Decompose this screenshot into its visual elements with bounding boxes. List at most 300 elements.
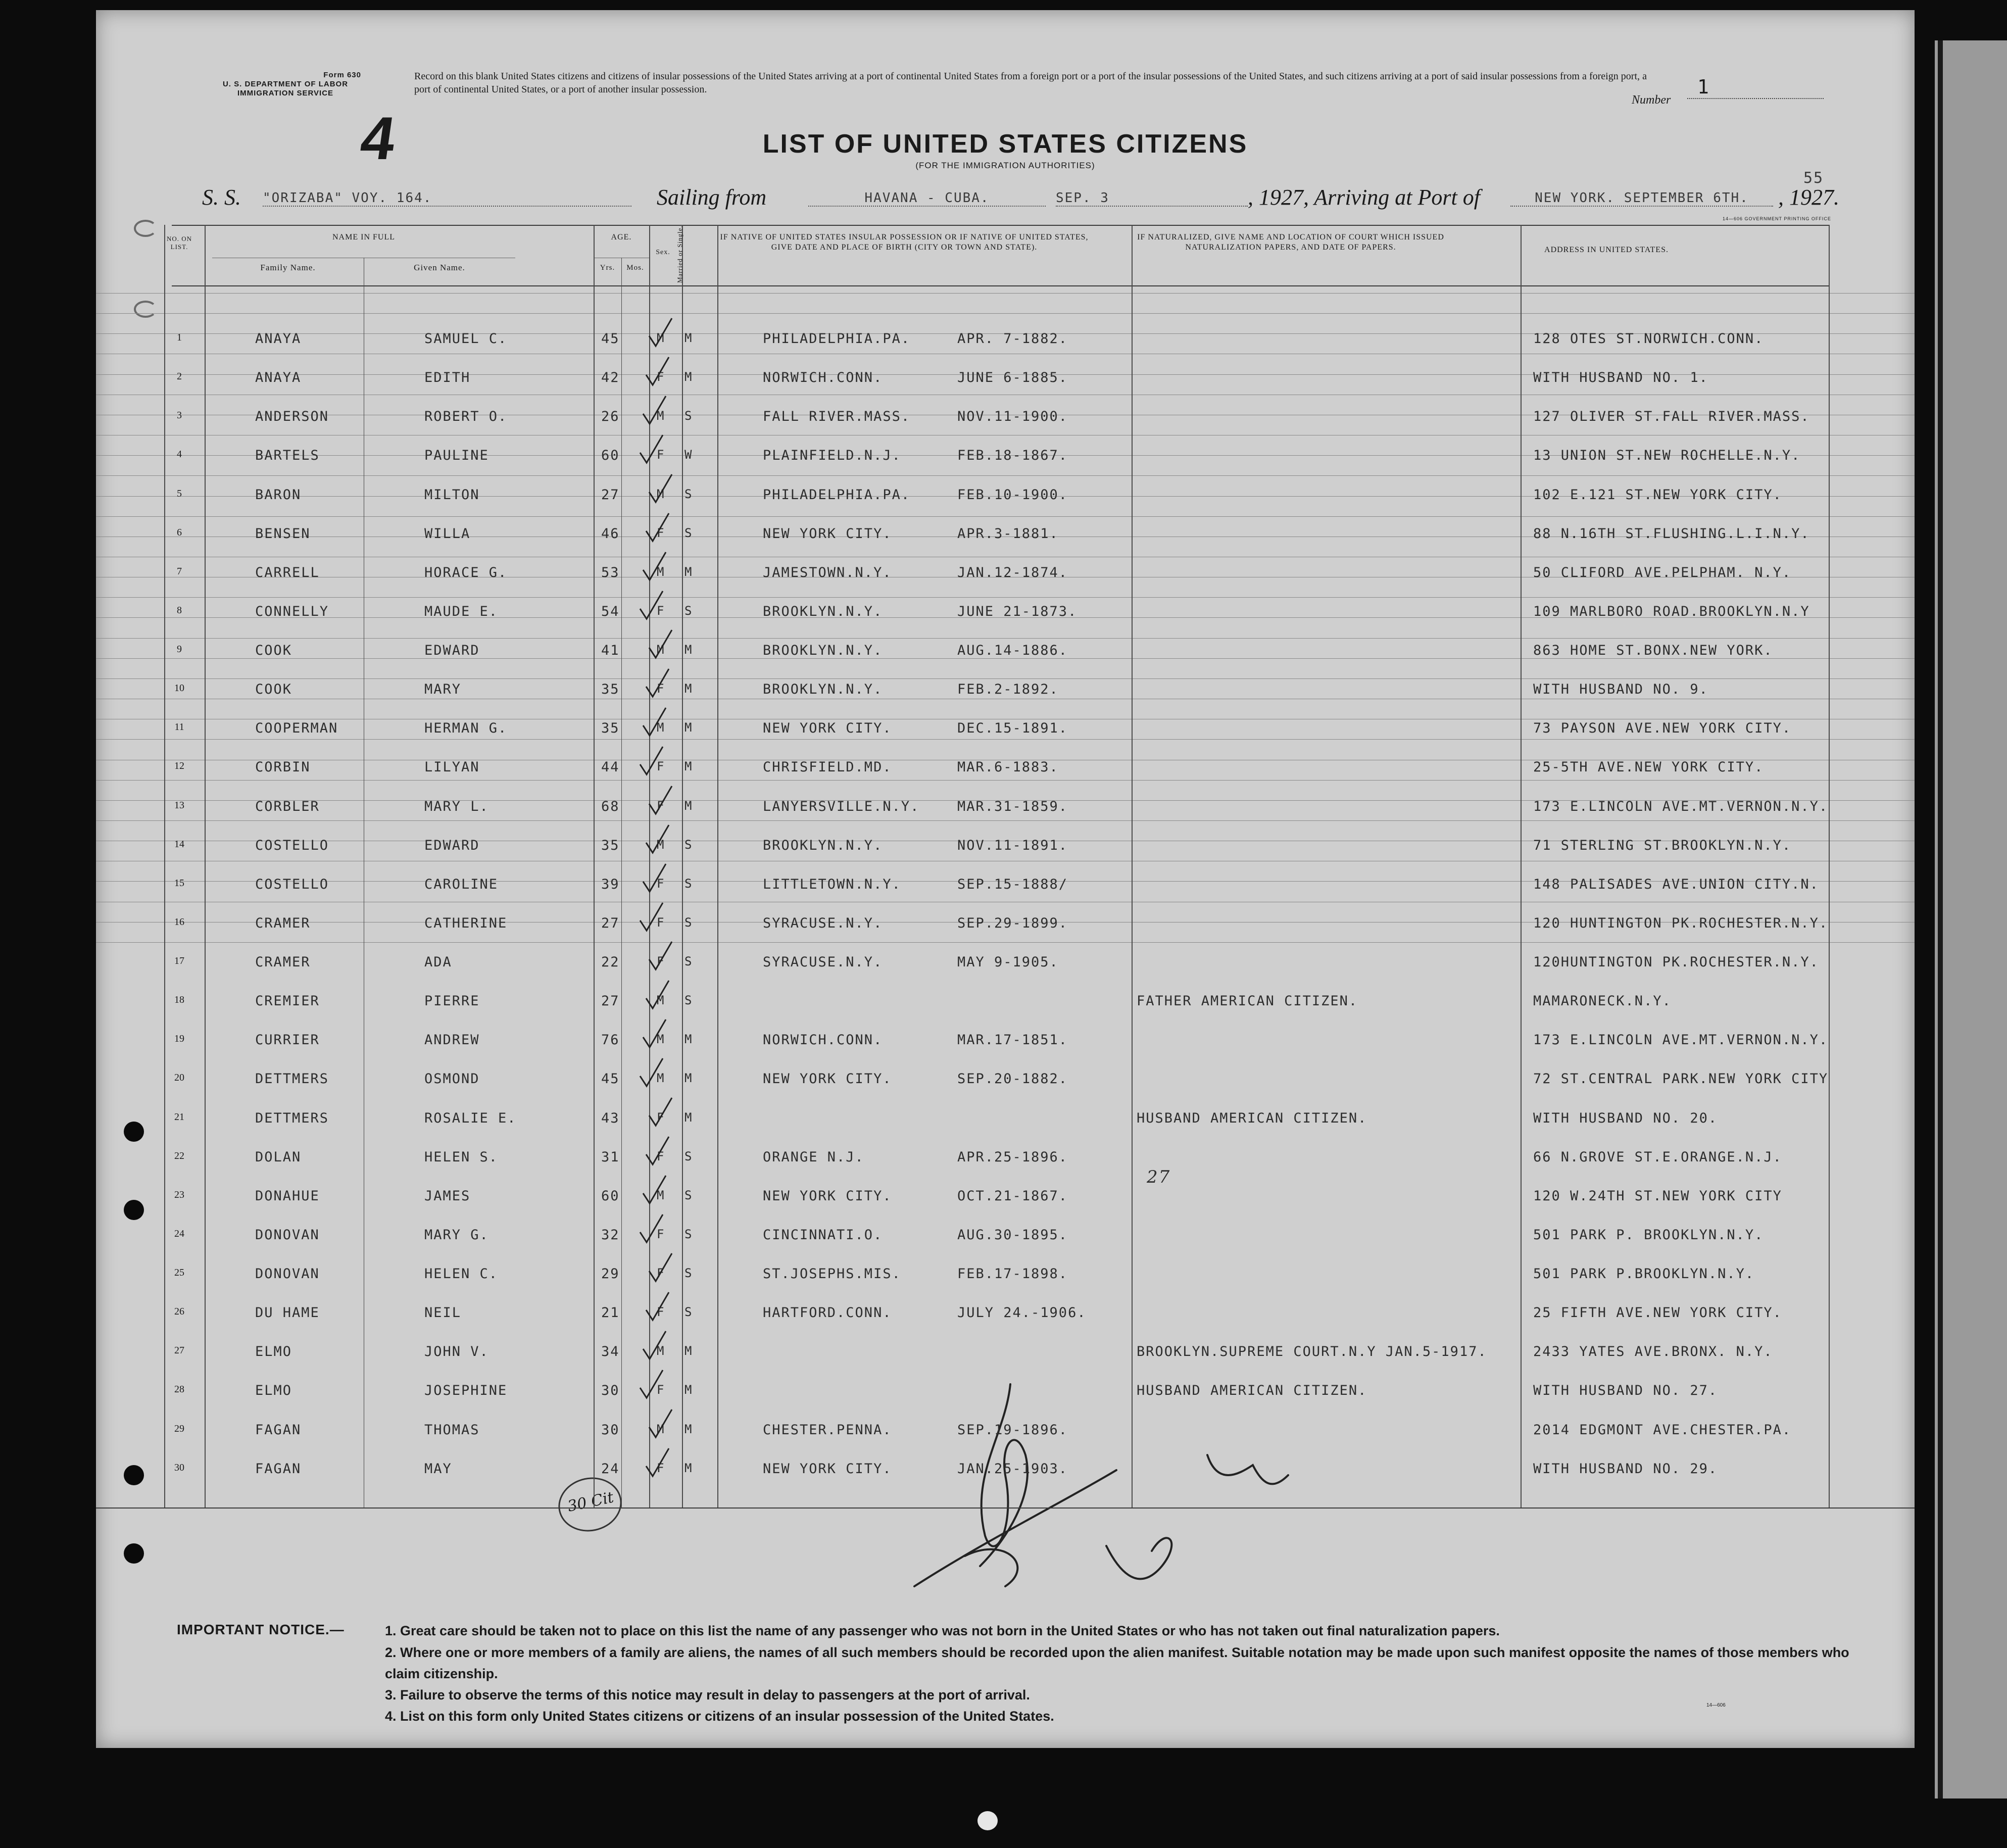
checkmark-icon [647,939,677,975]
sex: M [657,837,665,852]
margin-note-27: 27 [1147,1167,1171,1187]
age-years: 24 [601,1461,620,1477]
family-name: DU HAME [255,1305,320,1321]
us-address: 2433 YATES AVE.BRONX. N.Y. [1533,1344,1773,1360]
row-number: 1 [177,332,182,343]
ruled-line [96,780,1915,781]
departure-date: SEP. 3 [1056,190,1248,207]
naturalization-info: FATHER AMERICAN CITIZEN. [1137,993,1358,1009]
col-age-rule [594,225,595,1507]
ruled-line [96,516,1915,517]
sex: F [657,603,665,618]
ruled-line [96,942,1915,943]
given-name: EDITH [424,370,471,386]
birth-date: APR. 7-1882. [957,331,1068,347]
sailing-from-label: Sailing from [657,185,767,210]
birth-place: ORANGE N.J. [763,1149,864,1165]
checkmark-icon [644,978,674,1013]
marital-status: S [684,1188,693,1202]
ruled-line [96,313,1915,314]
us-address: 173 E.LINCOLN AVE.MT.VERNON.N.Y. [1533,798,1829,814]
family-name: COOK [255,643,292,658]
header-given-name: Given Name. [414,263,465,272]
family-name: DONAHUE [255,1188,320,1204]
given-name: MILTON [424,487,480,503]
checkmark-icon [647,1407,677,1442]
birth-date: FEB.18-1867. [957,448,1068,464]
birth-place: PHILADELPHIA.PA. [763,331,911,347]
marital-status: M [684,643,693,657]
age-years: 45 [601,331,620,347]
birth-place: SYRACUSE.N.Y. [763,954,883,970]
sex: F [657,1305,665,1320]
given-name: ROSALIE E. [424,1110,517,1126]
sex: F [657,682,665,696]
sex: M [657,331,665,345]
header-sex: Sex. [656,249,670,256]
given-name: HORACE G. [424,564,508,580]
row-number: 3 [177,410,182,421]
birth-date: NOV.11-1900. [957,409,1068,425]
marital-status: M [684,798,693,813]
circled-note-text: 30 Cit [566,1488,615,1516]
age-years: 54 [601,603,620,619]
birth-date: JUNE 6-1885. [957,370,1068,386]
us-address: 71 STERLING ST.BROOKLYN.N.Y. [1533,837,1792,853]
birth-date: OCT.21-1867. [957,1188,1068,1204]
row-number: 8 [177,604,182,616]
row-number: 10 [174,683,184,694]
age-years: 53 [601,564,620,580]
checkmark-icon [647,1251,677,1286]
row-number: 7 [177,565,182,577]
age-years: 26 [601,409,620,425]
binder-hole [124,1543,144,1564]
us-address: 2014 EDGMONT AVE.CHESTER.PA. [1533,1422,1792,1438]
ss-label: S. S. [202,185,241,210]
sex: F [657,798,665,813]
marital-status: S [684,1266,693,1280]
table-top-rule [172,225,1829,226]
birth-place: SYRACUSE.N.Y. [763,915,883,931]
notice-item-1: 1. Great care should be taken not to place on this list the name of any passenger who was not born in the United States or who has not taken out final naturalization papers. [385,1623,1500,1638]
row-number: 24 [174,1228,184,1239]
row-number: 30 [174,1462,184,1473]
age-years: 43 [601,1110,620,1126]
stamp-mark: 4 [356,105,400,172]
family-name: DONOVAN [255,1266,320,1282]
sex: F [657,954,665,968]
marital-status: S [684,409,693,423]
birth-date: SEP.19-1896. [957,1422,1068,1438]
header-months: Mos. [626,264,644,272]
us-address: 102 E.121 ST.NEW YORK CITY. [1533,487,1782,503]
footer-code: 14—606 [1706,1703,1726,1708]
row-number: 9 [177,644,182,655]
col-place-rule [717,225,718,1507]
row-number: 15 [174,877,184,889]
birth-date: JAN.12-1874. [957,564,1068,580]
family-name: COSTELLO [255,876,329,892]
birth-place: NORWICH.CONN. [763,1032,883,1048]
notice-heading: IMPORTANT NOTICE.— [177,1622,345,1637]
birth-date: APR.3-1881. [957,525,1059,542]
header-bottom-rule [172,285,1829,286]
sex: F [657,876,665,891]
family-name: CRAMER [255,915,311,931]
family-name: DONOVAN [255,1227,320,1243]
marital-status: M [684,1344,693,1358]
birth-place: NEW YORK CITY. [763,1188,892,1204]
age-years: 22 [601,954,620,970]
scanner-marker [977,1811,998,1830]
us-address: 88 N.16TH ST.FLUSHING.L.I.N.Y. [1533,525,1810,542]
row-number: 23 [174,1189,184,1200]
birth-date: MAR.17-1851. [957,1032,1068,1048]
checkmark-icon [641,1017,671,1052]
us-address: 127 OLIVER ST.FALL RIVER.MASS. [1533,409,1810,425]
sex: M [657,1344,665,1358]
ruled-line [96,820,1915,821]
department-line: U. S. DEPARTMENT OF LABOR [222,80,349,88]
age-years: 60 [601,1188,620,1204]
age-years: 30 [601,1422,620,1438]
us-address: 120 W.24TH ST.NEW YORK CITY [1533,1188,1782,1204]
marital-status: W [684,448,693,462]
page-subtitle: (FOR THE IMMIGRATION AUTHORITIES) [915,161,1095,170]
page-gutter [1938,40,1943,1798]
given-name: CATHERINE [424,915,508,931]
family-name: ANAYA [255,370,302,386]
col-family-rule [205,225,206,1507]
us-address: 66 N.GROVE ST.E.ORANGE.N.J. [1533,1149,1782,1165]
row-number: 12 [174,760,184,772]
stamp-55: 55 [1803,169,1824,187]
marital-status: M [684,759,693,774]
sex: M [657,564,665,579]
header-address: ADDRESS IN UNITED STATES. [1544,246,1669,254]
checkmark-icon [641,394,671,429]
checkmark-icon [638,744,668,780]
family-name: CARRELL [255,564,320,580]
marital-status: S [684,837,693,852]
age-years: 30 [601,1383,620,1399]
family-name: BENSEN [255,525,311,542]
binder-hole-faint [134,301,157,318]
checkmark-icon [647,784,677,819]
sex: F [657,1266,665,1280]
header-family-name: Family Name. [260,263,316,272]
birth-date: JULY 24.-1906. [957,1305,1087,1321]
service-line: IMMIGRATION SERVICE [237,89,334,98]
us-address: 173 E.LINCOLN AVE.MT.VERNON.N.Y. [1533,1032,1829,1048]
birth-place: NEW YORK CITY. [763,1461,892,1477]
us-address: 128 OTES ST.NORWICH.CONN. [1533,331,1764,347]
family-name: COSTELLO [255,837,329,853]
us-address: 148 PALISADES AVE.UNION CITY.N. [1533,876,1819,892]
family-name: BARON [255,487,302,503]
sex: F [657,448,665,462]
list-number: 1 [1687,76,1824,99]
us-address: 501 PARK P.BROOKLYN.N.Y. [1533,1266,1755,1282]
checkmark-icon [638,1212,668,1247]
birth-place: NEW YORK CITY. [763,1071,892,1087]
header-years: Yrs. [600,264,615,272]
age-years: 39 [601,876,620,892]
ruled-line [96,293,1915,294]
binder-hole [124,1200,144,1220]
age-years: 35 [601,682,620,698]
marital-status: M [684,1071,693,1086]
marital-status: S [684,954,693,968]
ruled-line [96,597,1915,598]
header-naturalized: IF NATURALIZED, GIVE NAME AND LOCATION OF COURT WHICH ISSUED NATURALIZATION PAPERS, AND DATE OF PAPERS. [1137,233,1444,252]
checkmark-icon [641,705,671,741]
marital-status: M [684,1461,693,1475]
notice-item-3: 3. Failure to observe the terms of this notice may result in delay to passengers at the port of arrival. [385,1687,1030,1703]
family-name: CONNELLY [255,603,329,619]
age-years: 41 [601,643,620,658]
row-number: 22 [174,1150,184,1161]
birth-place: PLAINFIELD.N.J. [763,448,901,464]
birth-place: LITTLETOWN.N.Y. [763,876,901,892]
birth-date: SEP.15-1888/ [957,876,1068,892]
birth-place: NORWICH.CONN. [763,370,883,386]
marital-status: M [684,1032,693,1047]
given-name: NEIL [424,1305,462,1321]
birth-place: BROOKLYN.N.Y. [763,682,883,698]
binder-hole-faint [134,220,157,237]
checkmark-icon [644,1134,674,1170]
row-number: 14 [174,838,184,850]
sex: F [657,759,665,774]
age-years: 27 [601,915,620,931]
birth-place: FALL RIVER.MASS. [763,409,911,425]
sex: M [657,1071,665,1086]
age-years: 76 [601,1032,620,1048]
us-address: 120 HUNTINGTON PK.ROCHESTER.N.Y. [1533,915,1829,931]
marital-status: M [684,1422,693,1436]
marital-status: M [684,720,693,735]
row-number: 26 [174,1306,184,1318]
print-code: 14—606 GOVERNMENT PRINTING OFFICE [1723,216,1831,221]
row-number: 20 [174,1072,184,1084]
us-address: 120HUNTINGTON PK.ROCHESTER.N.Y. [1533,954,1819,970]
binder-hole [124,1122,144,1142]
given-name: EDWARD [424,643,480,658]
family-name: ELMO [255,1383,292,1399]
header-name-in-full: NAME IN FULL [332,233,395,241]
age-years: 46 [601,525,620,542]
us-address: 13 UNION ST.NEW ROCHELLE.N.Y. [1533,448,1801,464]
given-name: MAY [424,1461,452,1477]
col-marital-rule [682,225,683,1507]
age-years: 35 [601,837,620,853]
checkmark-icon [644,666,674,702]
ship-name: "ORIZABA" VOY. 164. [263,190,631,207]
birth-date: APR.25-1896. [957,1149,1068,1165]
naturalization-info: HUSBAND AMERICAN CITIZEN. [1137,1110,1367,1126]
sex: M [657,487,665,501]
age-years: 44 [601,759,620,775]
age-years: 29 [601,1266,620,1282]
marital-status: M [684,331,693,345]
row-number: 11 [174,721,184,733]
birth-date: SEP.20-1882. [957,1071,1068,1087]
given-name: MARY [424,682,462,698]
family-name: ANDERSON [255,409,329,425]
row-number: 6 [177,526,182,538]
checkmark-icon [644,511,674,546]
family-name: ANAYA [255,331,302,347]
age-years: 31 [601,1149,620,1165]
family-name: DETTMERS [255,1071,329,1087]
checkmark-icon [638,589,668,624]
sex: M [657,720,665,735]
given-name: EDWARD [424,837,480,853]
birth-date: JAN.25-1903. [957,1461,1068,1477]
us-address: 25-5TH AVE.NEW YORK CITY. [1533,759,1764,775]
family-name: CURRIER [255,1032,320,1048]
given-name: SAMUEL C. [424,331,508,347]
header-age: AGE. [611,233,632,241]
us-address: 109 MARLBORO ROAD.BROOKLYN.N.Y [1533,603,1810,619]
birth-place: NEW YORK CITY. [763,525,892,542]
us-address: 25 FIFTH AVE.NEW YORK CITY. [1533,1305,1782,1321]
family-name: BARTELS [255,448,320,464]
row-number: 21 [174,1111,184,1123]
age-years: 68 [601,798,620,814]
sex: M [657,993,665,1008]
birth-date: MAR.31-1859. [957,798,1068,814]
sex: M [657,1032,665,1047]
marital-status: S [684,1149,693,1163]
given-name: ROBERT O. [424,409,508,425]
naturalization-info: BROOKLYN.SUPREME COURT.N.Y JAN.5-1917. [1137,1344,1487,1360]
given-name: MARY G. [424,1227,489,1243]
given-name: JOSEPHINE [424,1383,508,1399]
checkmark-icon [647,472,677,507]
birth-date: MAR.6-1883. [957,759,1059,775]
us-address: WITH HUSBAND NO. 1. [1533,370,1708,386]
form-number: Form 630 [323,71,361,79]
birth-place: LANYERSVILLE.N.Y. [763,798,920,814]
family-name: CREMIER [255,993,320,1009]
birth-place: CHESTER.PENNA. [763,1422,892,1438]
birth-date: AUG.14-1886. [957,643,1068,658]
departure-port: HAVANA - CUBA. [808,190,1046,207]
row-number: 13 [174,799,184,811]
age-years: 42 [601,370,620,386]
birth-place: JAMESTOWN.N.Y. [763,564,892,580]
sex: M [657,643,665,657]
family-name: FAGAN [255,1461,302,1477]
given-name: HELEN S. [424,1149,499,1165]
ruled-line [96,678,1915,679]
ruled-line [96,638,1915,639]
checkmark-icon [638,1056,668,1091]
given-name: JOHN V. [424,1344,489,1360]
us-address: WITH HUSBAND NO. 29. [1533,1461,1718,1477]
birth-place: ST.JOSEPHS.MIS. [763,1266,901,1282]
age-years: 60 [601,448,620,464]
header-no: NO. ON LIST. [166,235,192,251]
family-name: CORBLER [255,798,320,814]
given-name: CAROLINE [424,876,499,892]
marital-status: M [684,682,693,696]
form-identifier [179,71,391,98]
us-address: 72 ST.CENTRAL PARK.NEW YORK CITY [1533,1071,1829,1087]
birth-date: DEC.15-1891. [957,720,1068,737]
birth-date: FEB.2-1892. [957,682,1059,698]
table-bottom-rule [96,1507,1915,1509]
row-number: 2 [177,371,182,382]
birth-date: FEB.17-1898. [957,1266,1068,1282]
age-years: 27 [601,993,620,1009]
row-number: 27 [174,1345,184,1356]
checkmark-icon [644,1446,674,1481]
checkmark-icon [641,861,671,897]
ruled-line [96,475,1915,476]
row-number: 5 [177,488,182,499]
marital-status: M [684,1383,693,1397]
birth-place: CHRISFIELD.MD. [763,759,892,775]
checkmark-icon [638,900,668,936]
sex: F [657,1110,665,1125]
age-years: 34 [601,1344,620,1360]
handwritten-signature [854,1374,1359,1617]
birth-date: JUNE 21-1873. [957,603,1078,619]
row-number: 17 [174,955,184,966]
given-name: PAULINE [424,448,489,464]
birth-place: BROOKLYN.N.Y. [763,643,883,658]
birth-place: CINCINNATI.O. [763,1227,883,1243]
marital-status: M [684,564,693,579]
family-name: FAGAN [255,1422,302,1438]
sex: F [657,915,665,930]
us-address: 863 HOME ST.BONX.NEW YORK. [1533,643,1773,658]
us-address: 73 PAYSON AVE.NEW YORK CITY. [1533,720,1792,737]
sex: F [657,1383,665,1397]
manifest-sheet [96,10,1915,1748]
row-number: 25 [174,1267,184,1278]
number-label: Number [1632,93,1671,107]
us-address: 501 PARK P. BROOKLYN.N.Y. [1533,1227,1764,1243]
birth-date: FEB.10-1900. [957,487,1068,503]
checkmark-icon [644,355,674,390]
checkmark-icon [638,1368,668,1403]
given-name: WILLA [424,525,471,542]
given-name: ANDREW [424,1032,480,1048]
marital-status: S [684,603,693,618]
family-name: CRAMER [255,954,311,970]
marital-status: S [684,876,693,891]
checkmark-icon [644,1290,674,1325]
arrival-label: , 1927, Arriving at Port of [1248,185,1480,210]
age-years: 32 [601,1227,620,1243]
checkmark-icon [647,627,677,663]
family-name: COOPERMAN [255,720,338,737]
given-name: JAMES [424,1188,471,1204]
age-years: 27 [601,487,620,503]
marital-status: S [684,525,693,540]
sex: F [657,1149,665,1163]
notice-item-2: 2. Where one or more members of a family are aliens, the names of all such members should be recorded upon the alien manifest. Suitable notation may be made upon such manifest opposite the names of those members who claim citizenship. [385,1645,1849,1681]
marital-status: S [684,993,693,1008]
birth-date: NOV.11-1891. [957,837,1068,853]
checkmark-icon [641,550,671,585]
checkmark-icon [641,1329,671,1364]
